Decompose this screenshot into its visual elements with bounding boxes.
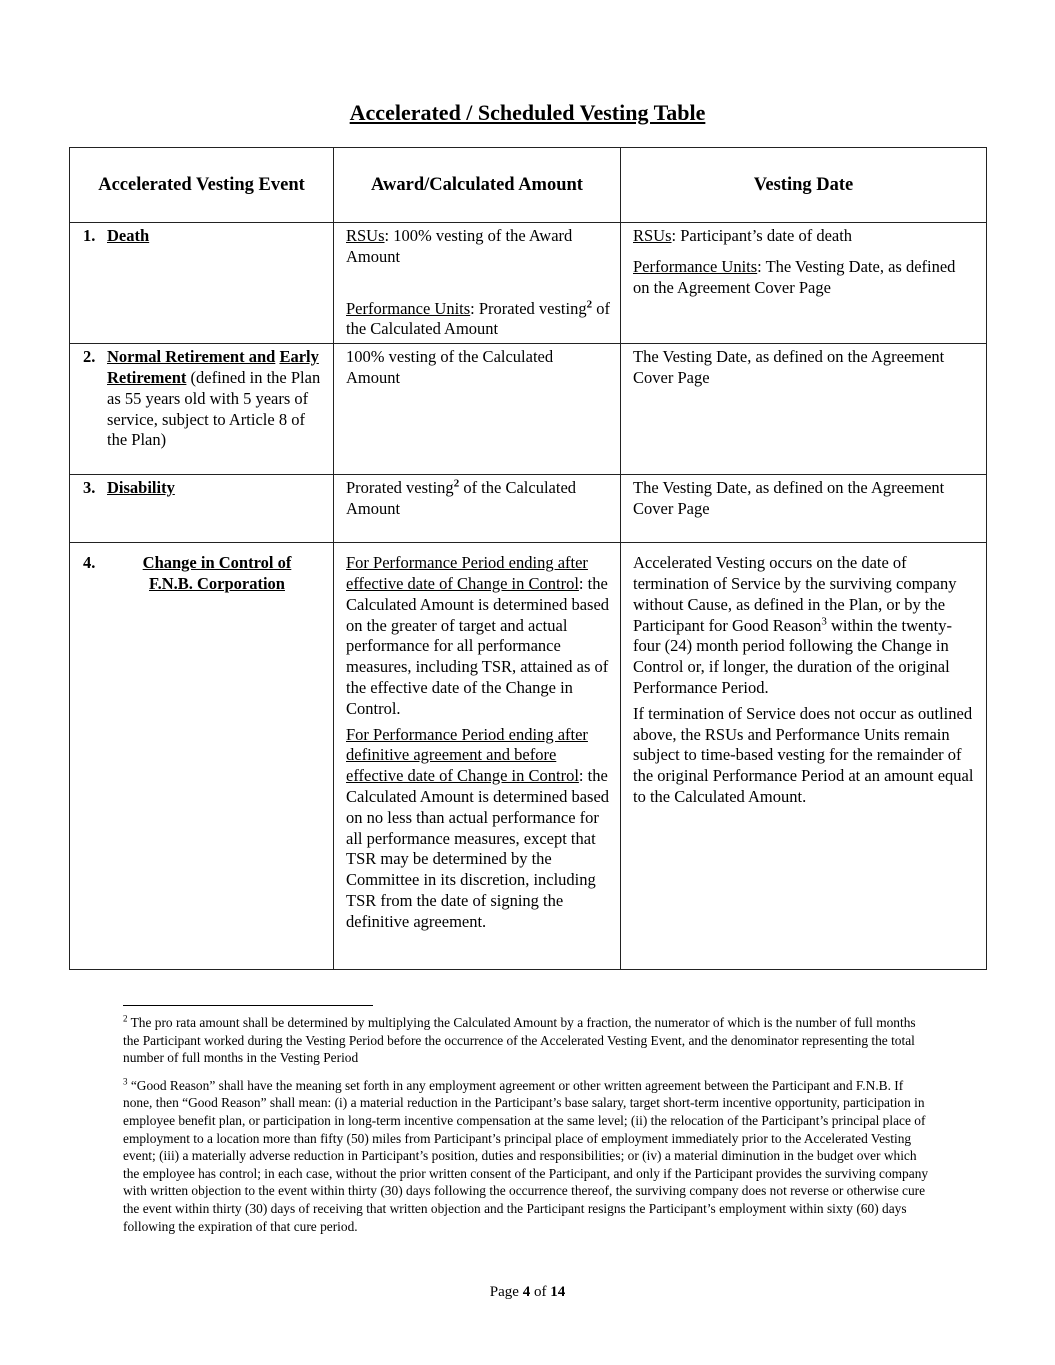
vesting-table: [69, 147, 987, 970]
footnote-mark: 2: [123, 1013, 128, 1024]
date-cell: [621, 223, 987, 344]
event-cell: [70, 543, 334, 970]
date-rsus: RSUs: Participant’s date of death: [633, 226, 853, 245]
award-cell: [334, 223, 621, 344]
award-rsus: RSUs: 100% vesting of the Award Amount: [346, 226, 573, 266]
header-accelerated-vesting-event: Accelerated Vesting Event: [70, 148, 334, 223]
award-paragraph: For Performance Period ending after definitive agreement and before effective date of Change in Control: the Calculated Amount is determined based on no less than actual performance for all performance measures, except that TSR may be determined by the Committee in its discretion, including TSR from the date of signing the definitive agreement.: [346, 724, 610, 931]
date-cell: The Vesting Date, as defined on the Agreement Cover Page: [621, 475, 987, 543]
date-paragraph: Accelerated Vesting occurs on the date of termination of Service by the surviving company without Cause, as defined in the Plan, or by the Participant for Good Reason$^3$ within the twenty-four (24) month period following the Change in Control or, if longer, the duration of the original Performance Period.: [633, 553, 957, 697]
date-performance-units: Performance Units: The Vesting Date, as defined on the Agreement Cover Page: [633, 256, 956, 297]
table-row: [70, 344, 987, 475]
row-number: 3.: [83, 478, 96, 498]
page-title: Accelerated / Scheduled Vesting Table: [349, 100, 706, 125]
award-performance-units: Performance Units: Prorated vesting$^2$ of the Calculated Amount: [346, 298, 610, 339]
event-detail: (defined in the Plan as 55 years old with 5 years of service, subject to Article 8 of the Plan): [107, 367, 321, 450]
award-cell: 100% vesting of the Calculated Amount: [334, 344, 621, 475]
footnote-divider: [123, 1005, 373, 1006]
table-row: [70, 543, 987, 970]
footnote: [123, 1077, 933, 1235]
event-title: Normal Retirement and: [107, 347, 276, 367]
footnotes: [123, 1005, 933, 1245]
total-pages: 14: [550, 1284, 566, 1300]
row-number: 1.: [83, 226, 96, 245]
event-title: Disability: [107, 478, 175, 498]
event-cell: [70, 223, 334, 344]
footnote: [123, 1014, 933, 1067]
table-header-row: [70, 148, 987, 223]
table-row: [70, 475, 987, 543]
footnote-text: The pro rata amount shall be determined by multiplying the Calculated Amount by a fraction, the numerator of which is the number of full months the Participant worked during the Vesting Period before the occurrence of the Accelerated Vesting Event, and the denominator representing the total number of full months in the Vesting Period: [123, 1015, 916, 1066]
table-row: [70, 223, 987, 344]
event-title-continued: F.N.B. Corporation: [149, 573, 285, 593]
header-vesting-date: Vesting Date: [621, 148, 987, 223]
header-award-calculated-amount: Award/Calculated Amount: [334, 148, 621, 223]
event-cell: [70, 344, 334, 475]
row-number: 2.: [83, 347, 96, 367]
award-cell: Prorated vesting$^2$ of the Calculated Amount: [334, 475, 621, 543]
row-number: 4.: [83, 553, 96, 573]
award-cell: [334, 543, 621, 970]
date-cell: The Vesting Date, as defined on the Agreement Cover Page: [621, 344, 987, 475]
footnote-text: “Good Reason” shall have the meaning set forth in any employment agreement or other written agreement between the Participant and F.N.B. If none, then “Good Reason” shall mean: (i) a material reduction in the Participant’s base salary, target short-term incentive opportunity, participation in employee benefit plan, or participation in long-term incentive compensation at the same level; (ii) the relocation of the Participant’s principal place of employment to a location more than fifty (50) miles from Participant’s principal place of employment immediately prior to the Accelerated Vesting event; (iii) a materially adverse reduction in Participant’s position, duties and responsibilities; or (iv) a material diminution in the budget over which the employee has control; in each case, without the prior written consent of the Participant, and only if the Participant provides the surviving company with written objection to the event within thirty (30) days following the occurrence thereof, the surviving company does not reverse or otherwise cure the event within thirty (30) days of receiving that written objection and the Participant resigns the Participant’s employment within sixty (60) days following the expiration of that cure period.: [123, 1077, 929, 1234]
award-paragraph: For Performance Period ending after effective date of Change in Control: the Calculated Amount is determined based on the greater of target and actual performance for all performance measures, including TSR, attained as of the effective date of the Change in Control.: [346, 553, 610, 718]
event-title-continued: Early Retirement: [107, 347, 319, 387]
event-cell: [70, 475, 334, 543]
page-number: Page 4 of 14: [489, 1284, 566, 1300]
event-title: Death: [107, 226, 150, 245]
event-title: Change in Control of: [142, 553, 292, 573]
footnote-mark: 3: [123, 1076, 128, 1087]
current-page: 4: [522, 1284, 531, 1300]
date-cell: [621, 543, 987, 970]
date-paragraph: If termination of Service does not occur as outlined above, the RSUs and Performance Units remain subject to time-based vesting for the remainder of the original Performance Period at an amount equal to the Calculated Amount.: [633, 703, 974, 806]
